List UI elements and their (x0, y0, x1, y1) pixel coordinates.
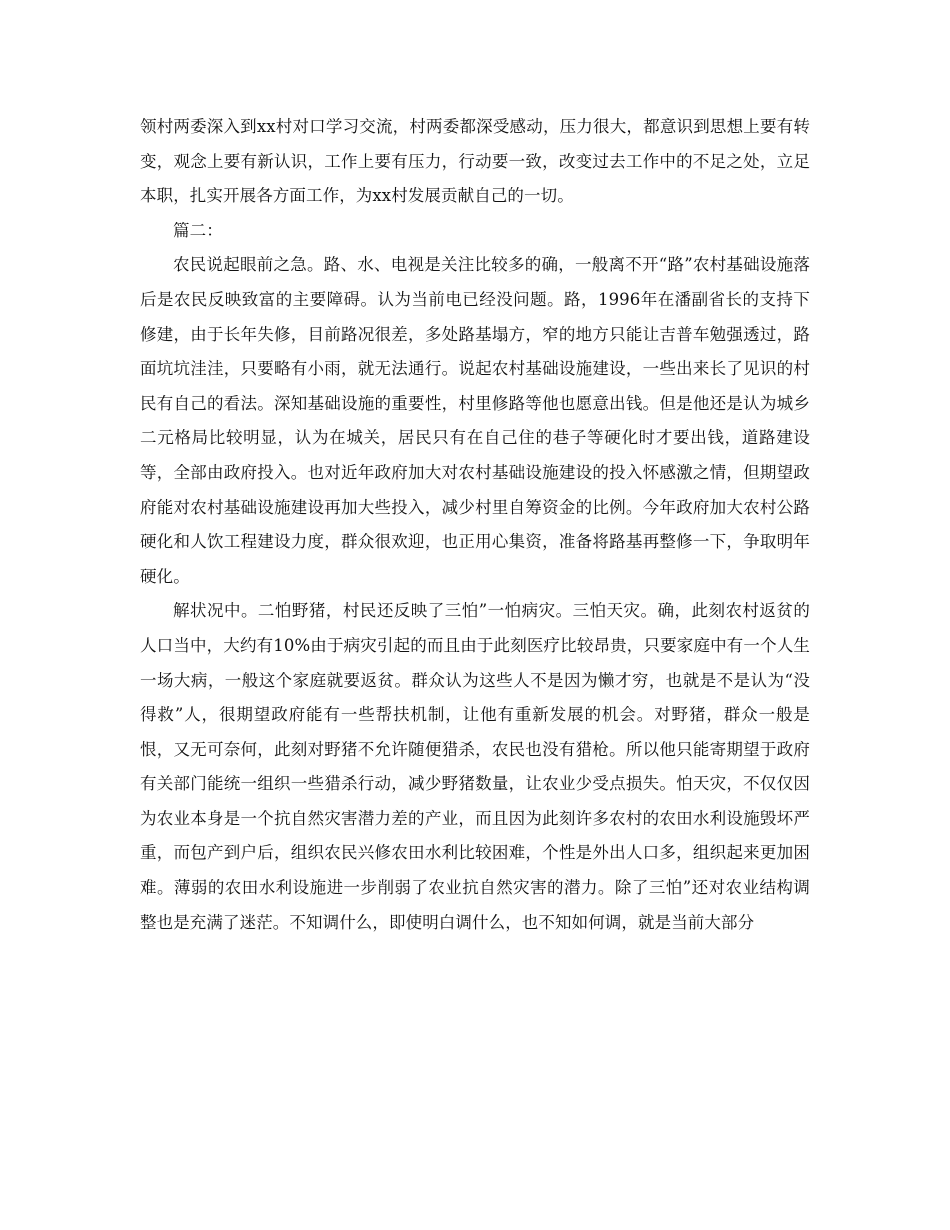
section-heading: 篇二： (173, 220, 223, 240)
paragraph-three-fears: 解状况中。二怕野猪，村民还反映了三怕”一怕病灾。三怕天灾。确，此刻农村返贫的人口当中，大约有10%由于病灾引起的而且由于此刻医疗比较昂贵，只要家庭中有一个人生一场大病，一般这个家庭就要返贫。群众认为这些人不是因为懒才穷，也就是不是认为“没得救”人，很期望政府能有一些帮扶机制，让他有重新发展的机会。对野猪，群众一般是恨，又无可奈何，此刻对野猪不允许随便猎杀，农民也没有猎枪。所以他只能寄期望于政府有关部门能统一组织一些猎杀行动，减少野猪数量，让农业少受点损失。怕天灾，不仅仅因为农业本身是一个抗自然灾害潜力差的产业，而且因为此刻许多农村的农田水利设施毁坏严重，而包产到户后，组织农民兴修农田水利比较困难，个性是外出人口多，组织起来更加困难。薄弱的农田水利设施进一步削弱了农业抗自然灾害的潜力。除了三怕”还对农业结构调整也是充满了迷茫。不知调什么，即使明白调什么，也不知如何调，就是当前大部分 (140, 601, 810, 932)
document-page (140, 110, 810, 940)
paragraph-infrastructure: 农民说起眼前之急。路、水、电视是关注比较多的确，一般离不开“路”农村基础设施落后是农民反映致富的主要障碍。认为当前电已经没问题。路，1996年在潘副省长的支持下修建，由于长年失修，目前路况很差，多处路基塌方，窄的地方只能让吉普车勉强透过，路面坑坑洼洼，只要略有小雨，就无法通行。说起农村基础设施建设，一些出来长了见识的村民有自己的看法。深知基础设施的重要性，村里修路等他也愿意出钱。但是他还是认为城乡二元格局比较明显，认为在城关，居民只有在自己住的巷子等硬化时才要出钱，道路建设等，全部由政府投入。也对近年政府加大对农村基础设施建设的投入怀感激之情，但期望政府能对农村基础设施建设再加大些投入，减少村里自筹资金的比例。今年政府加大农村公路硬化和人饮工程建设力度，群众很欢迎，也正用心集资，准备将路基再整修一下，争取明年硬化。 (140, 255, 810, 586)
paragraph-continuation: 领村两委深入到xx村对口学习交流，村两委都深受感动，压力很大，都意识到思想上要有转变，观念上要有新认识，工作上要有压力，行动要一致，改变过去工作中的不足之处，立足本职，扎实开展各方面工作，为xx村发展贡献自己的一切。 (140, 117, 810, 206)
